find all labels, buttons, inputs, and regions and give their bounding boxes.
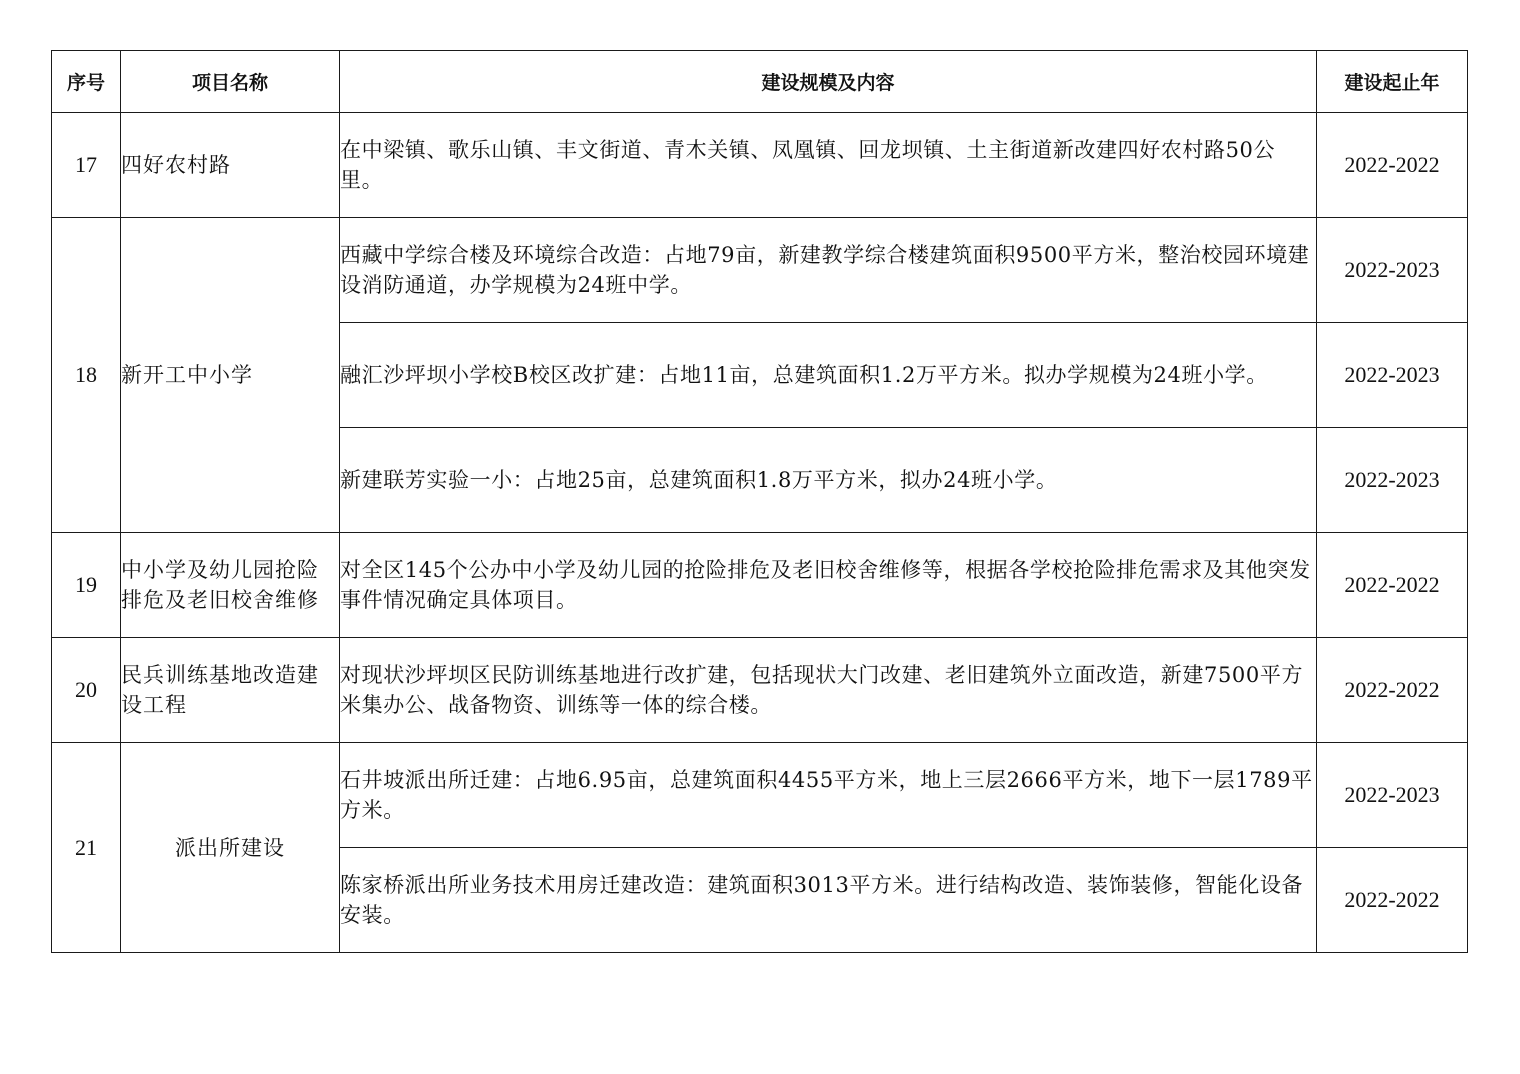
- row-project-name: 民兵训练基地改造建设工程: [121, 638, 340, 743]
- table-row: [52, 533, 1468, 638]
- row-years: 2022-2022: [1317, 533, 1468, 638]
- row-no: 21: [52, 743, 121, 953]
- row-content: 新建联芳实验一小：占地25亩，总建筑面积1.8万平方米，拟办24班小学。: [340, 428, 1317, 533]
- row-project-name: 新开工中小学: [121, 218, 340, 533]
- col-header-years: 建设起止年: [1317, 51, 1468, 113]
- table-header-row: [52, 51, 1468, 113]
- col-header-name: 项目名称: [121, 51, 340, 113]
- row-years: 2022-2023: [1317, 743, 1468, 848]
- row-content: 融汇沙坪坝小学校B校区改扩建：占地11亩，总建筑面积1.2万平方米。拟办学规模为24班小学。: [340, 323, 1317, 428]
- row-content: 在中梁镇、歌乐山镇、丰文街道、青木关镇、凤凰镇、回龙坝镇、土主街道新改建四好农村路50公里。: [340, 113, 1317, 218]
- row-no: 17: [52, 113, 121, 218]
- col-header-no: 序号: [52, 51, 121, 113]
- row-no: 18: [52, 218, 121, 533]
- row-years: 2022-2022: [1317, 113, 1468, 218]
- row-content: 西藏中学综合楼及环境综合改造：占地79亩，新建教学综合楼建筑面积9500平方米，整治校园环境建设消防通道，办学规模为24班中学。: [340, 218, 1317, 323]
- row-project-name: 派出所建设: [121, 743, 340, 953]
- col-header-content: 建设规模及内容: [340, 51, 1317, 113]
- table-row: [52, 743, 1468, 848]
- row-no: 20: [52, 638, 121, 743]
- row-project-name: 四好农村路: [121, 113, 340, 218]
- row-years: 2022-2023: [1317, 323, 1468, 428]
- row-years: 2022-2023: [1317, 428, 1468, 533]
- row-content: 对现状沙坪坝区民防训练基地进行改扩建，包括现状大门改建、老旧建筑外立面改造，新建7500平方米集办公、战备物资、训练等一体的综合楼。: [340, 638, 1317, 743]
- project-table: [51, 50, 1468, 953]
- row-content: 陈家桥派出所业务技术用房迁建改造：建筑面积3013平方米。进行结构改造、装饰装修，智能化设备安装。: [340, 848, 1317, 953]
- row-years: 2022-2022: [1317, 848, 1468, 953]
- row-years: 2022-2023: [1317, 218, 1468, 323]
- row-no: 19: [52, 533, 121, 638]
- table-row: [52, 218, 1468, 323]
- row-years: 2022-2022: [1317, 638, 1468, 743]
- row-content: 对全区145个公办中小学及幼儿园的抢险排危及老旧校舍维修等，根据各学校抢险排危需求及其他突发事件情况确定具体项目。: [340, 533, 1317, 638]
- table-row: [52, 638, 1468, 743]
- row-project-name: 中小学及幼儿园抢险排危及老旧校舍维修: [121, 533, 340, 638]
- table-row: [52, 113, 1468, 218]
- row-content: 石井坡派出所迁建：占地6.95亩，总建筑面积4455平方米，地上三层2666平方米，地下一层1789平方米。: [340, 743, 1317, 848]
